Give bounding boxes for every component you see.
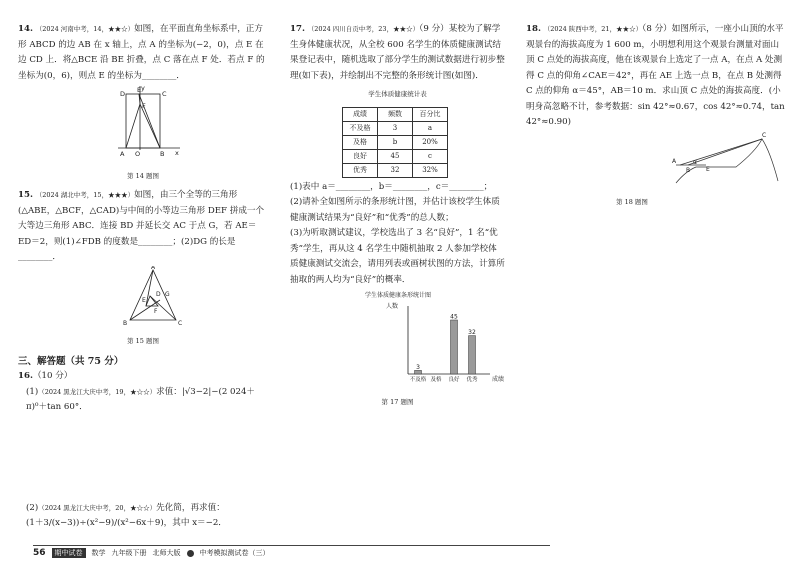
label-b: B — [160, 150, 165, 158]
part-2-expression: (1＋3/(x−3))÷(x²−9)/(x²−6x＋9)，其中 x＝−2． — [26, 518, 227, 528]
question-18-number: 18. — [526, 24, 541, 34]
part-1-text: 求值：|√3−2|−(2 024＋ — [156, 386, 256, 397]
question-18-caption: 第 18 题图 — [616, 198, 648, 206]
footer-subject: 数学 — [91, 549, 106, 557]
question-16-part-2 — [18, 501, 268, 532]
table-cell: c — [413, 149, 448, 163]
chart-title: 学生体质健康条形统计图 — [364, 292, 432, 299]
label-a: A — [672, 157, 677, 165]
bar-data-label: 3 — [416, 363, 420, 371]
question-14-text: 如图，在平面直角坐标系中，正方形 ABCD 的边 AB 在 x 轴上，点 A 的坐标为(−2，0)，点 E 在边 CD 上．将△BCE 沿 BE 折叠，点 C 落在点 F 处．若点 F 的坐标为(0，6)，则点 E 的坐标为________． — [18, 24, 265, 81]
label-e: E — [142, 296, 146, 304]
bar-data-label: 45 — [450, 313, 458, 321]
bar-data-label: 32 — [468, 329, 476, 337]
question-16-number: 16. — [18, 371, 33, 381]
answer-space-1 — [18, 416, 268, 501]
part-1-source: （2024 黑龙江大庆中考，19，★☆☆） — [38, 387, 157, 396]
part-1-label: (1) — [26, 386, 39, 397]
table-cell: a — [413, 121, 448, 135]
footer-edition: 北师大版 — [152, 549, 181, 557]
label-e: E — [137, 86, 142, 94]
bar-3 — [469, 336, 476, 374]
column-right — [526, 22, 786, 211]
segment-ae — [146, 270, 153, 306]
label-e: E — [706, 165, 710, 173]
table-cell: 良好 — [343, 149, 378, 163]
label-c: C — [178, 319, 183, 327]
chart-y-label: 人数 — [386, 303, 399, 310]
category-tick-label: 优秀 — [466, 377, 478, 383]
question-18-figure — [526, 131, 786, 189]
brand-badge: 期中试卷 — [52, 548, 86, 558]
label-d: D — [120, 90, 126, 98]
part-2-text: 先化简，再求值： — [156, 502, 225, 513]
question-18 — [526, 22, 786, 131]
table-title: 学生体质健康统计表 — [368, 90, 427, 98]
question-17-caption: 第 17 题图 — [381, 397, 414, 406]
label-a: A — [151, 265, 156, 271]
bar-2 — [451, 320, 458, 374]
question-15-caption: 第 15 题图 — [127, 337, 159, 345]
sightline-bc — [688, 139, 762, 165]
table-cell: 45 — [378, 149, 413, 163]
part-2-source: （2024 黑龙江大庆中考，20，★☆☆） — [38, 503, 157, 512]
question-14-figure — [18, 84, 268, 162]
question-16-part-1 — [18, 385, 268, 416]
chart-x-label: 成绩 — [492, 376, 505, 383]
bar-0 — [415, 370, 422, 374]
question-14-source: （2024 河南中考，14，★★☆） — [35, 25, 135, 33]
table-cell: b — [378, 135, 413, 149]
question-15-figure — [18, 266, 268, 328]
table-header: 频数 — [378, 107, 413, 121]
footer-grade: 九年级下册 — [111, 549, 147, 557]
label-y: y — [141, 84, 145, 92]
question-18-text: 如图所示，一座小山顶的水平观景台的海拔高度为 1 600 m，小明想利用这个观景台测量对面山顶 C 点处的海拔高度，他在该观景台上选定了一点 A，在点 A 处测得 C 点的仰角∠CAE＝42°，再在 AE 上选一点 B，在点 B 处测得 C 点的仰角 α＝45°，AB＝10 m．求山顶 C 点处的海拔高度．(小明身高忽略不计，参考数据：sin 42°≈0.67，cos 42°≈0.74，tan 42°≈0.90) — [526, 24, 785, 127]
question-16-header — [18, 369, 268, 385]
bullet-icon — [187, 550, 194, 557]
table-row — [343, 135, 448, 149]
page-number: 56 — [33, 548, 46, 558]
question-16-score: （10 分） — [32, 371, 73, 381]
part-2-label: (2) — [26, 502, 39, 513]
question-18-source: （2024 陕西中考，21，★★☆） — [543, 25, 643, 33]
table-cell: 20% — [413, 135, 448, 149]
question-17-text: 某校为了解学生身体健康状况，从全校 600 名学生的体质健康测试结果登记表中，随机选取了部分学生的测试数据进行初步整理(如下表)，并绘制出不完整的条形统计图(如图)． — [290, 24, 505, 81]
bar-chart — [290, 288, 505, 388]
question-15-text: 如图，由三个全等的三角形(△ABE，△BCF，△CAD)与中间的小等边三角形 DEF 拼成一个大等边三角形 ABC．连接 BD 并延长交 AC 于点 G，若 AE＝ED＝2，则(1)∠FDB 的度数是________；(2)DG 的长是________． — [18, 190, 265, 262]
table-cell: 及格 — [343, 135, 378, 149]
table-row — [343, 121, 448, 135]
label-g: G — [165, 290, 170, 298]
table-header: 百分比 — [413, 107, 448, 121]
question-17-number: 17. — [290, 24, 305, 34]
question-17-sub-3: (3)为听取测试建议，学校选出了 3 名“良好”，1 名“优秀”学生，再从这 4 名学生中随机抽取 2 人参加学校体质健康测试交流会，请用列表或画树状图的方法，计算所抽取的两人均为“良好”的概率． — [290, 228, 505, 285]
question-17-score: （9 分） — [419, 24, 449, 34]
label-d: D — [156, 290, 161, 298]
label-c: C — [162, 90, 167, 98]
category-tick-label: 良好 — [448, 377, 460, 383]
label-b: B — [123, 319, 128, 327]
question-18-score: （8 分） — [642, 24, 672, 34]
question-15-source: （2024 湖北中考，15，★★★） — [35, 191, 135, 199]
question-15 — [18, 188, 268, 266]
question-14-number: 14. — [18, 24, 33, 34]
question-17-source: （2024 四川自贡中考，23，★★☆） — [307, 25, 420, 33]
table-cell: 3 — [378, 121, 413, 135]
page-footer — [33, 548, 270, 558]
table-header: 成绩 — [343, 107, 378, 121]
label-f: F — [154, 307, 158, 315]
table-row — [343, 163, 448, 177]
column-middle — [290, 22, 505, 410]
column-left — [18, 22, 268, 532]
section-3-heading: 三、解答题（共 75 分） — [18, 355, 124, 367]
category-tick-label: 不及格 — [409, 377, 427, 383]
question-14-caption: 第 14 题图 — [127, 171, 159, 180]
label-alpha: α — [693, 158, 697, 166]
table-cell: 优秀 — [343, 163, 378, 177]
segment-af — [126, 104, 140, 148]
table-cell: 32 — [378, 163, 413, 177]
label-c: C — [762, 131, 767, 139]
question-15-number: 15. — [18, 190, 33, 200]
label-b: B — [686, 166, 691, 174]
label-a: A — [120, 150, 125, 158]
category-tick-label: 及格 — [430, 377, 442, 383]
label-o: O — [135, 150, 141, 158]
label-f: F — [142, 102, 146, 110]
table-cell: 不及格 — [343, 121, 378, 135]
footer-paper-title: 中考模拟测试卷（三） — [199, 549, 270, 557]
segment-fb — [140, 104, 160, 148]
footer-rule — [33, 545, 550, 546]
question-14 — [18, 22, 268, 84]
question-17 — [290, 22, 505, 84]
question-17-sub-2: (2)请补全如图所示的条形统计图，并估计该校学生体质健康测试结果为“良好”和“优秀”的总人数； — [290, 197, 500, 223]
part-1-text-cont: π)⁰＋tan 60°． — [26, 402, 88, 412]
frequency-table — [342, 107, 448, 178]
label-x: x — [175, 149, 179, 157]
mountain-outline — [676, 139, 778, 183]
table-header-row — [343, 107, 448, 121]
table-row — [343, 149, 448, 163]
question-17-sub-1: (1)表中 a＝________，b＝________，c＝________； — [290, 181, 493, 192]
table-cell: 32% — [413, 163, 448, 177]
